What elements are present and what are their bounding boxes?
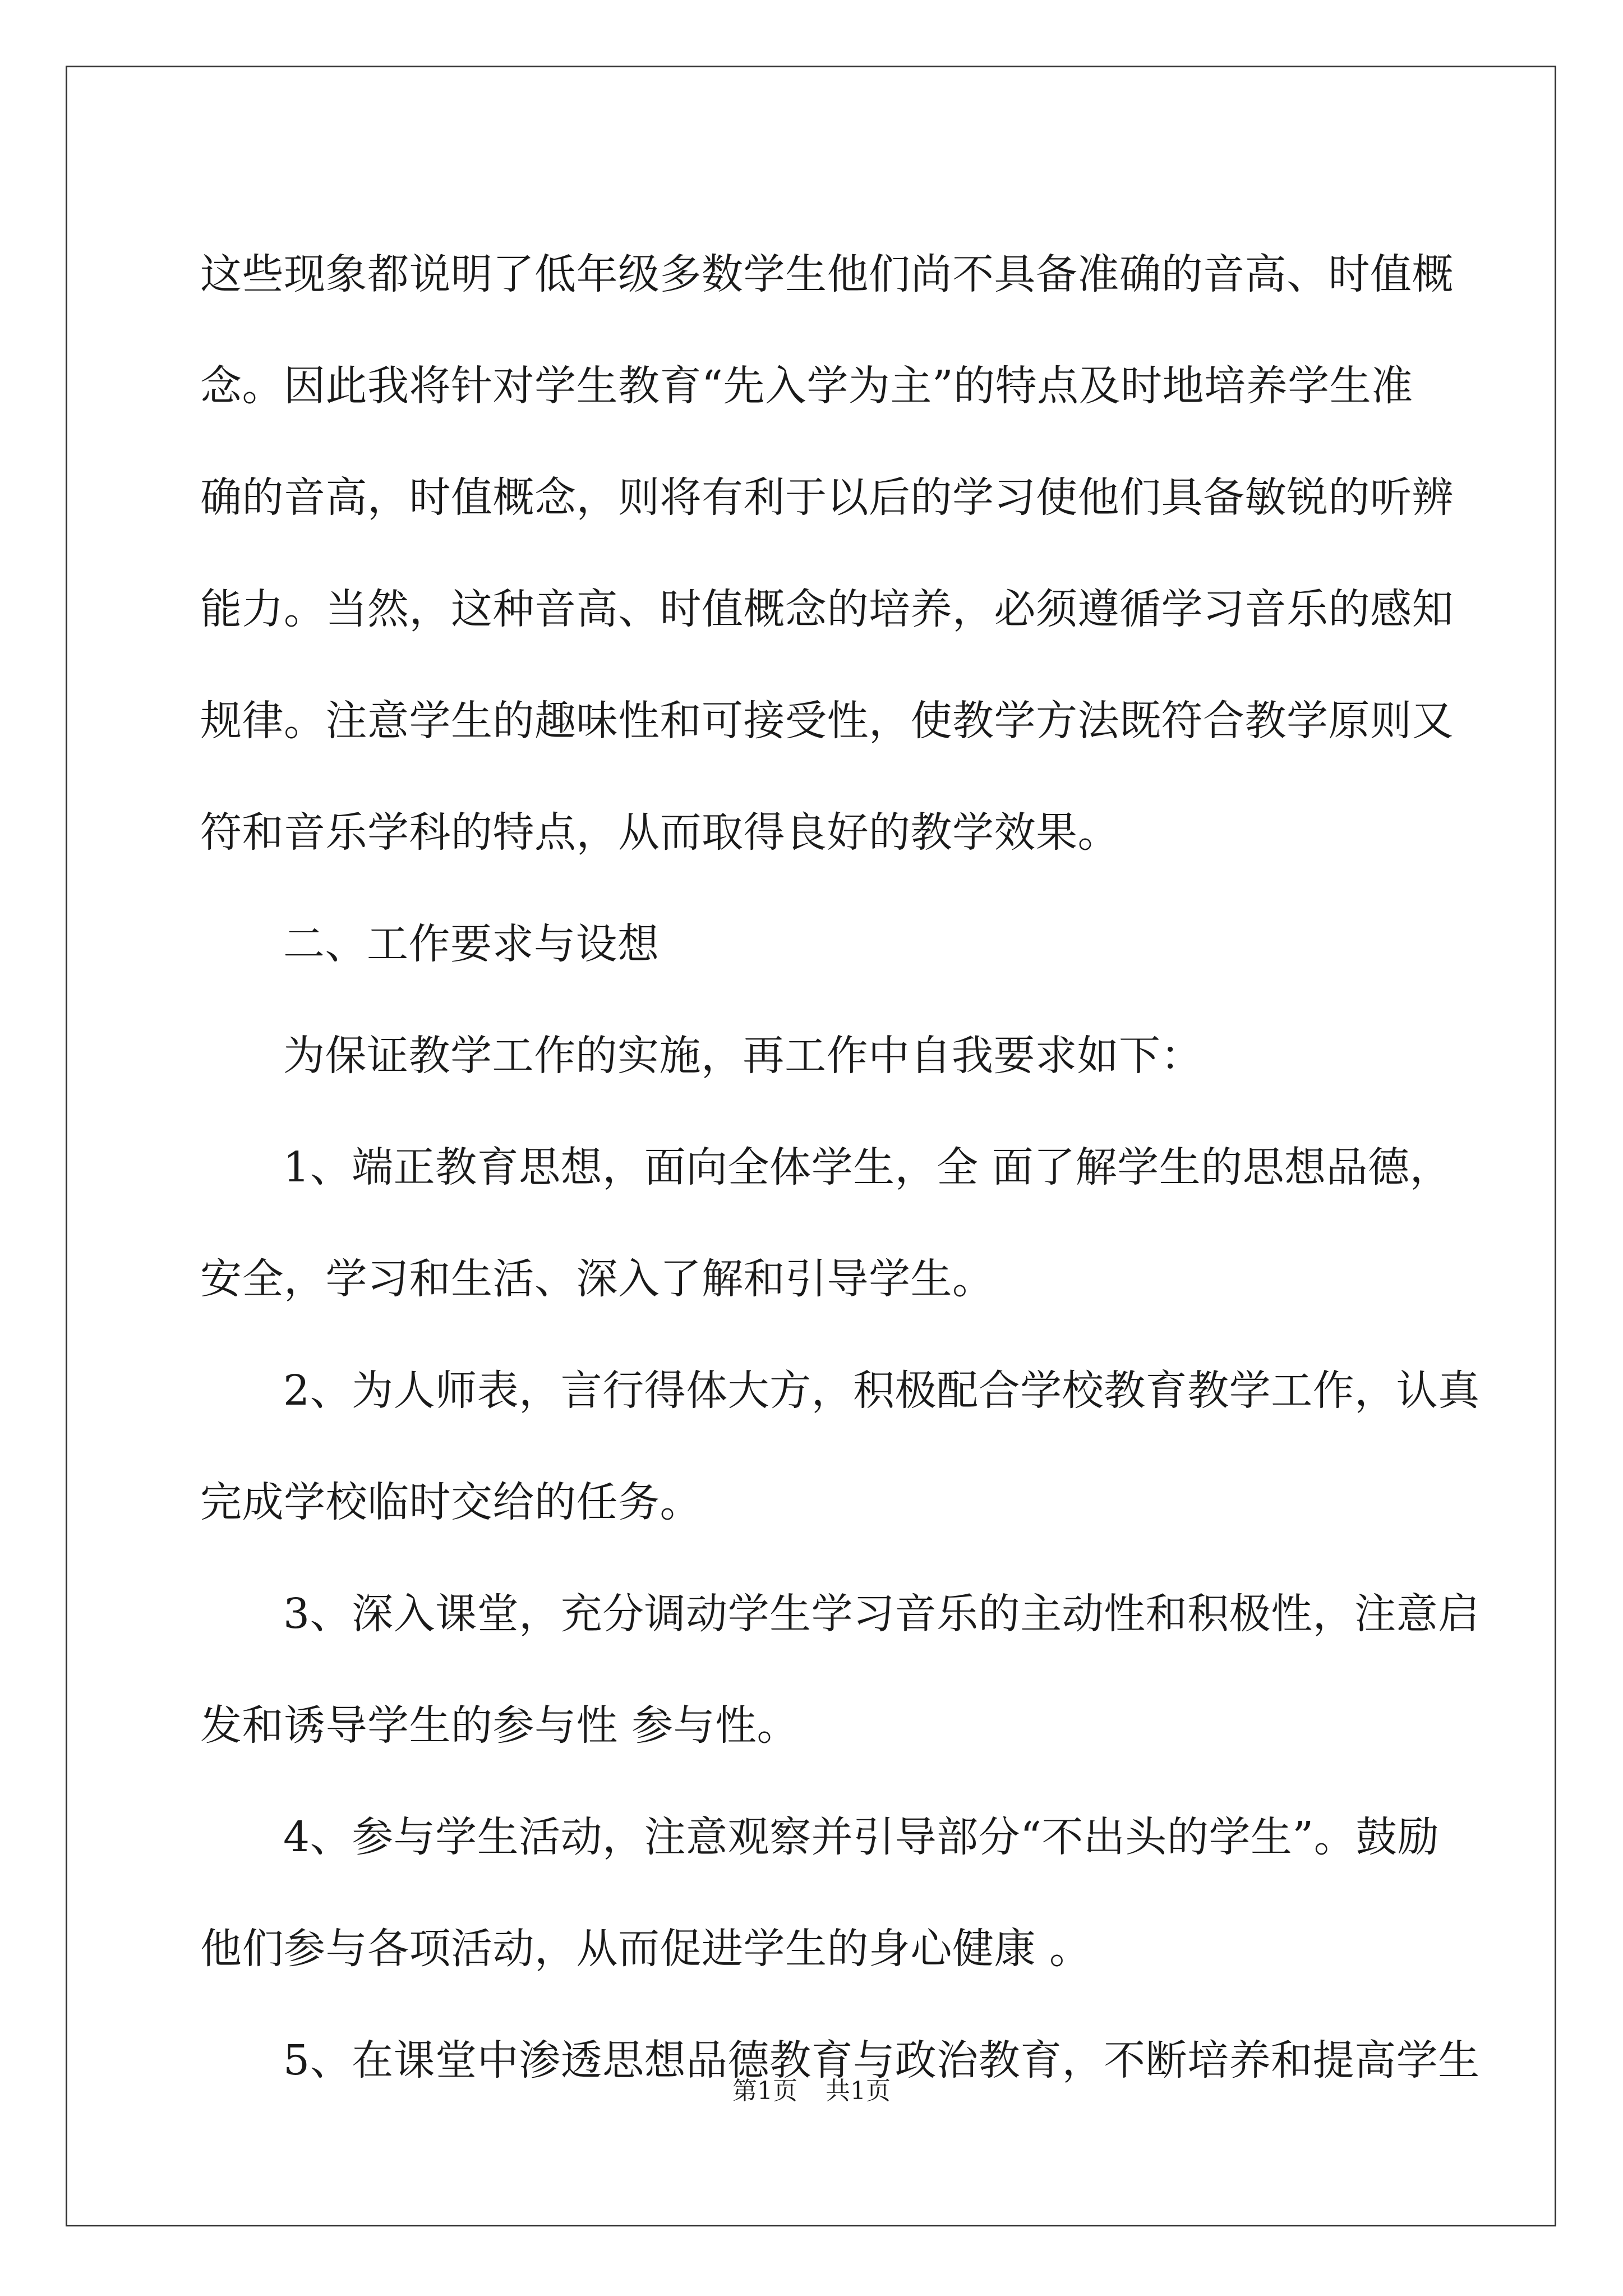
list-item-4-start: 4、参与学生活动，注意观察并引导部分“不出头的学生”。鼓励 (283, 1813, 1440, 1861)
page-number: 第1页 (732, 2077, 797, 2105)
text-line: 规律。注意学生的趣味性和可接受性，使教学方法既符合教学原则又 (200, 697, 1454, 745)
text-line: 安全，学习和生活、深入了解和引导学生。 (200, 1255, 994, 1303)
list-item-5-start: 5、在课堂中渗透思想品德教育与政治教育，不断培养和提高学生 (283, 2036, 1480, 2085)
section-heading: 二、工作要求与设想 (283, 920, 660, 968)
text-line: 念。因此我将针对学生教育“先入学为主”的特点及时地培养学生准 (200, 362, 1413, 410)
list-item-3-start: 3、深入课堂，充分调动学生学习音乐的主动性和积极性，注意启 (283, 1590, 1480, 1638)
text-line: 确的音高，时值概念，则将有利于以后的学习使他们具备敏锐的听辨 (200, 473, 1454, 522)
document-body (200, 219, 1480, 2116)
text-line: 这些现象都说明了低年级多数学生他们尚不具备准确的音高、时值概 (200, 250, 1454, 298)
text-line: 符和音乐学科的特点，从而取得良好的教学效果。 (200, 808, 1119, 857)
page-total: 共1页 (826, 2077, 891, 2105)
list-item-2-start: 2、为人师表，言行得体大方，积极配合学校教育教学工作，认真 (283, 1366, 1480, 1415)
text-line: 发和诱导学生的参与性 参与性。 (200, 1701, 799, 1750)
text-line: 能力。当然，这种音高、时值概念的培养，必须遵循学习音乐的感知 (200, 585, 1454, 633)
list-item-1-start: 1、端正教育思想，面向全体学生，全 面了解学生的思想品德， (283, 1143, 1452, 1191)
text-line: 他们参与各项活动，从而促进学生的身心健康 。 (200, 1925, 1091, 1973)
text-line: 完成学校临时交给的任务。 (200, 1478, 702, 1526)
paragraph-start: 为保证教学工作的实施，再工作中自我要求如下： (283, 1032, 1202, 1080)
page-footer (0, 2074, 1623, 2108)
